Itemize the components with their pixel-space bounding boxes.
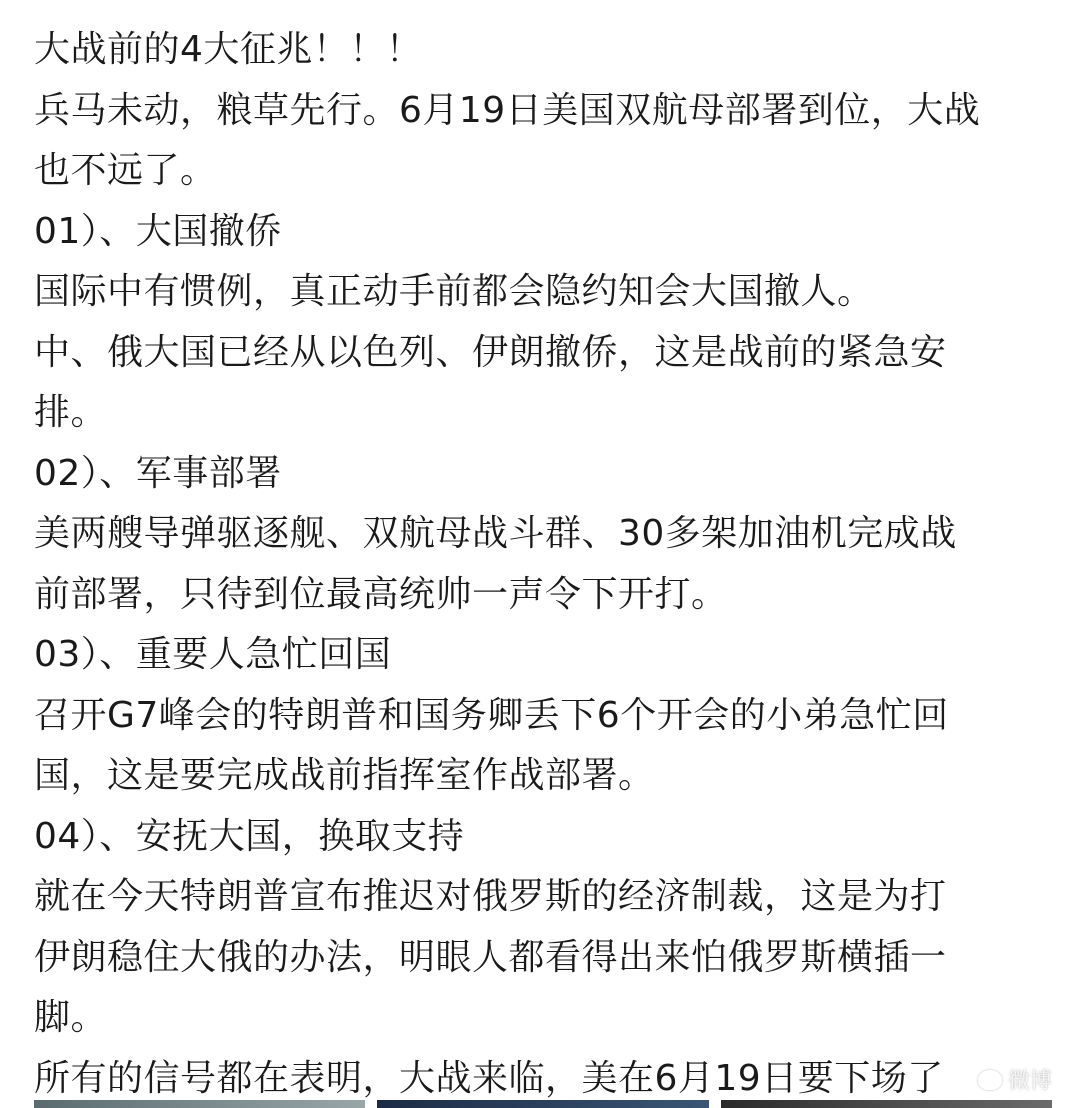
post-line: 国际中有惯例，真正动手前都会隐约知会大国撤人。	[34, 271, 874, 312]
post-line: 就在今天特朗普宣布推迟对俄罗斯的经济制裁，这是为打	[34, 876, 947, 917]
post-line: 所有的信号都在表明，大战来临，美在6月19日要下场了	[34, 1057, 944, 1099]
post-line: 前部署，只待到位最高统帅一声令下开打。	[34, 573, 728, 615]
post-line: 伊朗稳住大俄的办法，明眼人都看得出来怕俄罗斯横插一	[34, 936, 947, 978]
image-thumbnail[interactable]	[377, 1100, 708, 1108]
post-body	[34, 20, 1052, 1108]
post-line: 排。	[34, 392, 108, 433]
section-heading-04: 04）、安抚大国，换取支持	[34, 815, 465, 857]
post-line: 美两艘导弹驱逐舰、双航母战斗群、30多架加油机完成战	[34, 513, 957, 554]
watermark-text: 微博	[1007, 1069, 1052, 1094]
section-heading-02: 02）、军事部署	[34, 452, 282, 494]
post-title: 大战前的4大征兆！！！	[34, 29, 423, 70]
image-thumbnail[interactable]	[721, 1100, 1052, 1108]
section-heading-01: 01）、大国撤侨	[34, 210, 282, 252]
section-heading-03: 03）、重要人急忙回国	[34, 634, 392, 675]
post-line: 也不远了。	[34, 150, 217, 191]
post-line: 召开G7峰会的特朗普和国务卿丢下6个开会的小弟急忙回	[34, 694, 949, 736]
post-line: 脚。	[34, 997, 108, 1038]
image-thumbnail-strip	[34, 1100, 1052, 1108]
image-thumbnail[interactable]	[34, 1100, 365, 1108]
post-line: 中、俄大国已经从以色列、伊朗撤侨，这是战前的紧急安	[34, 331, 947, 373]
post-line: 国，这是要完成战前指挥室作战部署。	[34, 755, 655, 796]
weibo-logo-icon	[978, 1070, 1002, 1090]
post-line: 兵马未动，粮草先行。6月19日美国双航母部署到位，大战	[34, 89, 981, 131]
watermark	[978, 1064, 1052, 1095]
